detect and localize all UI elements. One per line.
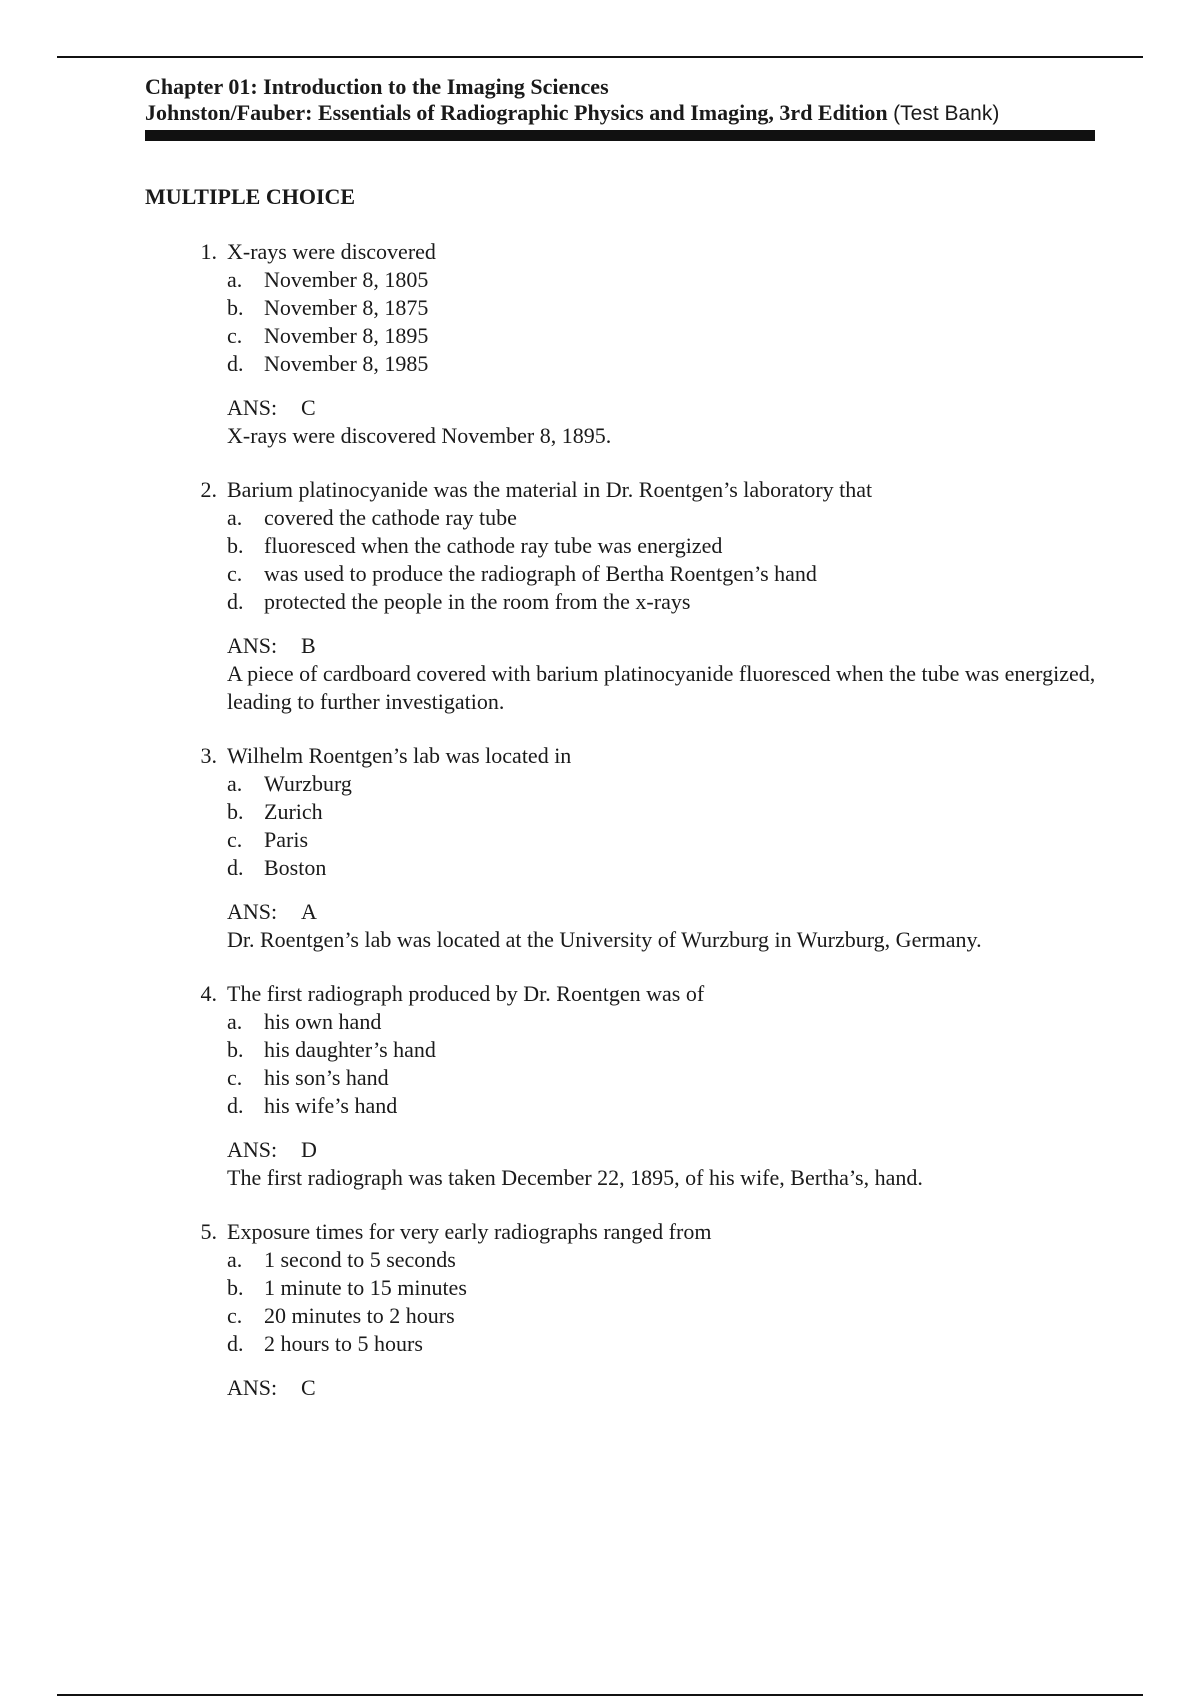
option-letter: a. (227, 1009, 243, 1034)
option-text: 1 second to 5 seconds (264, 1247, 456, 1272)
option-letter: b. (227, 799, 244, 824)
answer-block (227, 1136, 1105, 1192)
answer-block (227, 898, 1105, 954)
book-title: Johnston/Fauber: Essentials of Radiographic Physics and Imaging, 3rd Edition (145, 100, 888, 125)
option-letter: b. (227, 533, 244, 558)
option-b (227, 1274, 1105, 1302)
option-text: Zurich (264, 799, 323, 824)
option-letter: c. (227, 323, 243, 348)
question-number: 4. (200, 981, 217, 1006)
answer-rationale: X-rays were discovered November 8, 1895. (227, 423, 612, 448)
chapter-title: Chapter 01: Introduction to the Imaging Sciences (145, 74, 609, 99)
top-rule (57, 56, 1143, 58)
question-text: X-rays were discovered (227, 239, 436, 264)
answer-block (227, 632, 1105, 716)
answer-value: A (301, 899, 317, 924)
answer-rationale: The first radiograph was taken December 22, 1895, of his wife, Bertha’s, hand. (227, 1165, 923, 1190)
option-text: was used to produce the radiograph of Bertha Roentgen’s hand (264, 561, 817, 586)
option-list (227, 266, 1105, 378)
option-letter: c. (227, 827, 243, 852)
option-letter: c. (227, 1065, 243, 1090)
question-3 (145, 742, 1105, 954)
bottom-rule (57, 1694, 1143, 1696)
question-4 (145, 980, 1105, 1192)
option-d (227, 350, 1105, 378)
option-c (227, 826, 1105, 854)
option-d (227, 1092, 1105, 1120)
answer-label: ANS: (227, 395, 278, 420)
option-letter: a. (227, 505, 243, 530)
question-5 (145, 1218, 1105, 1402)
option-letter: a. (227, 1247, 243, 1272)
option-c (227, 1302, 1105, 1330)
answer-value: C (301, 395, 316, 420)
option-a (227, 770, 1105, 798)
option-b (227, 798, 1105, 826)
option-b (227, 294, 1105, 322)
option-letter: d. (227, 589, 244, 614)
option-text: 20 minutes to 2 hours (264, 1303, 455, 1328)
option-b (227, 1036, 1105, 1064)
question-list (145, 238, 1105, 1428)
option-letter: d. (227, 855, 244, 880)
option-text: November 8, 1895 (264, 323, 429, 348)
option-letter: c. (227, 1303, 243, 1328)
book-title-line (145, 100, 1095, 127)
question-number: 5. (200, 1219, 217, 1244)
option-text: his son’s hand (264, 1065, 389, 1090)
header-bar (145, 130, 1095, 141)
option-text: Boston (264, 855, 327, 880)
option-letter: d. (227, 1093, 244, 1118)
answer-value: D (301, 1137, 317, 1162)
answer-label: ANS: (227, 1137, 278, 1162)
option-text: November 8, 1875 (264, 295, 429, 320)
question-text: The first radiograph produced by Dr. Roentgen was of (227, 981, 705, 1006)
answer-line (227, 1136, 1105, 1164)
option-letter: c. (227, 561, 243, 586)
question-stem (145, 980, 1105, 1008)
option-text: Wurzburg (264, 771, 352, 796)
answer-block (227, 394, 1105, 450)
question-number: 3. (200, 743, 217, 768)
option-list (227, 1008, 1105, 1120)
option-text: his daughter’s hand (264, 1037, 436, 1062)
option-letter: b. (227, 1037, 244, 1062)
test-bank-label: (Test Bank) (893, 102, 1000, 125)
answer-line (227, 898, 1105, 926)
option-text: Paris (264, 827, 308, 852)
option-letter: d. (227, 1331, 244, 1356)
question-number: 2. (200, 477, 217, 502)
option-text: covered the cathode ray tube (264, 505, 517, 530)
answer-value: C (301, 1375, 316, 1400)
option-d (227, 854, 1105, 882)
option-text: November 8, 1985 (264, 351, 429, 376)
option-a (227, 1246, 1105, 1274)
option-letter: b. (227, 295, 244, 320)
option-text: his wife’s hand (264, 1093, 398, 1118)
option-a (227, 266, 1105, 294)
option-letter: a. (227, 267, 243, 292)
option-b (227, 532, 1105, 560)
answer-block (227, 1374, 1105, 1402)
option-letter: a. (227, 771, 243, 796)
answer-line (227, 394, 1105, 422)
answer-line (227, 632, 1105, 660)
answer-rationale: A piece of cardboard covered with barium platinocyanide fluoresced when the tube was energized, leading to further investigation. (227, 661, 1096, 714)
option-a (227, 1008, 1105, 1036)
answer-rationale: Dr. Roentgen’s lab was located at the University of Wurzburg in Wurzburg, Germany. (227, 927, 982, 952)
option-text: protected the people in the room from the x-rays (264, 589, 691, 614)
option-list (227, 1246, 1105, 1358)
section-title: MULTIPLE CHOICE (145, 184, 356, 209)
answer-label: ANS: (227, 899, 278, 924)
option-text: November 8, 1805 (264, 267, 429, 292)
option-d (227, 1330, 1105, 1358)
option-letter: d. (227, 351, 244, 376)
question-text: Wilhelm Roentgen’s lab was located in (227, 743, 572, 768)
option-text: 1 minute to 15 minutes (264, 1275, 467, 1300)
question-text: Barium platinocyanide was the material in Dr. Roentgen’s laboratory that (227, 477, 873, 502)
question-2 (145, 476, 1105, 716)
option-c (227, 1064, 1105, 1092)
answer-label: ANS: (227, 633, 278, 658)
answer-line (227, 1374, 1105, 1402)
option-c (227, 322, 1105, 350)
question-number: 1. (200, 239, 217, 264)
option-text: fluoresced when the cathode ray tube was energized (264, 533, 723, 558)
option-text: 2 hours to 5 hours (264, 1331, 423, 1356)
question-1 (145, 238, 1105, 450)
option-d (227, 588, 1105, 616)
option-c (227, 560, 1105, 588)
option-list (227, 504, 1105, 616)
document-header (145, 74, 1095, 127)
question-stem (145, 1218, 1105, 1246)
question-stem (145, 476, 1105, 504)
option-letter: b. (227, 1275, 244, 1300)
option-list (227, 770, 1105, 882)
answer-label: ANS: (227, 1375, 278, 1400)
question-stem (145, 742, 1105, 770)
answer-value: B (301, 633, 316, 658)
question-text: Exposure times for very early radiographs ranged from (227, 1219, 712, 1244)
option-text: his own hand (264, 1009, 382, 1034)
option-a (227, 504, 1105, 532)
question-stem (145, 238, 1105, 266)
